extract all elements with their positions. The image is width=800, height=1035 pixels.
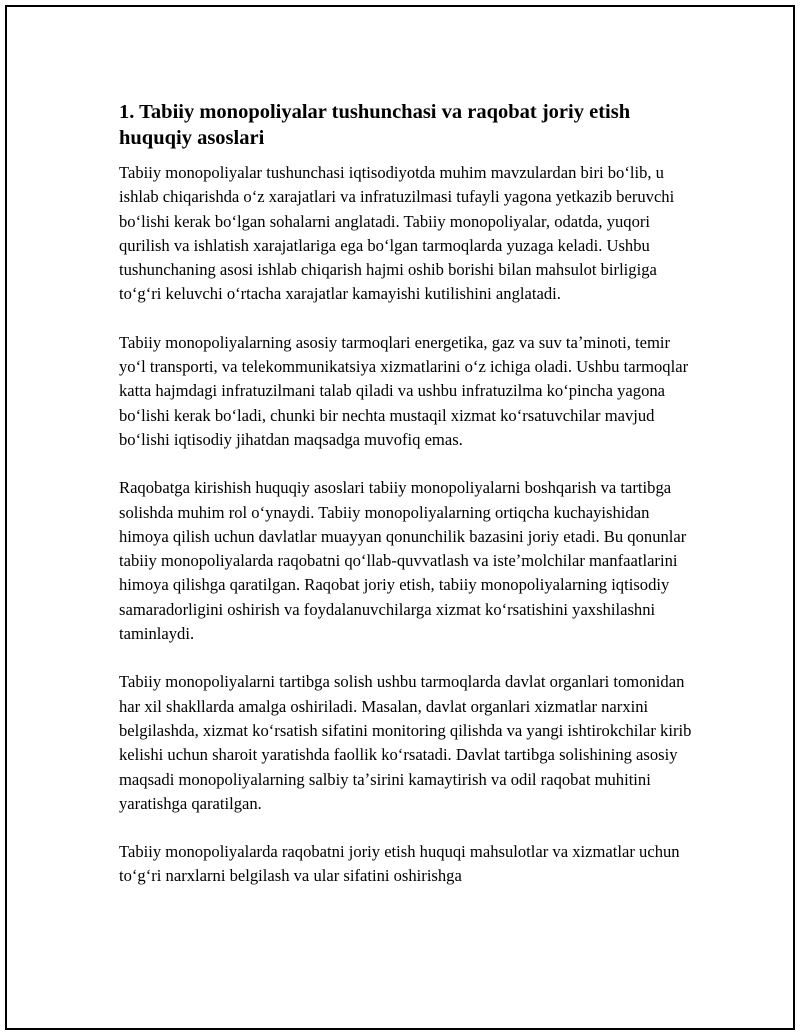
paragraph-2: Tabiiy monopoliyalarning asosiy tarmoqlari energetika, gaz va suv taʼminoti, temir yoʻl transporti, va telekommunikatsiya xizmatlarini oʻz ichiga oladi. Ushbu tarmoqlar katta hajmdagi infratuzilmani talab qiladi va ushbu infratuzilma koʻpincha yagona boʻlishi kerak boʻladi, chunki bir nechta mustaqil xizmat koʻrsatuvchilar mavjud boʻlishi iqtisodiy jihatdan maqsadga muvofiq emas. xyxy=(119,332,689,449)
section-heading: 1. Tabiiy monopoliyalar tushunchasi va raqobat joriy etish huquqiy asoslari xyxy=(119,101,631,149)
paragraph-3: Raqobatga kirishish huquqiy asoslari tabiiy monopoliyalarni boshqarish va tartibga solishda muhim rol oʻynaydi. Tabiiy monopoliyalarning ortiqcha kuchayishidan himoya qilish uchun davlatlar muayyan qonunchilik bazasini joriy etadi. Bu qonunlar tabiiy monopoliyalarda raqobatni qoʻllab-quvvatlash va isteʼmolchilar manfaatlarini himoya qilishga qaratilgan. Raqobat joriy etish, tabiiy monopoliyalarning iqtisodiy samaradorligini oshirish va foydalanuvchilarga xizmat koʻrsatishini yaxshilashni taminlaydi. xyxy=(119,478,687,644)
paragraph-5: Tabiiy monopoliyalarda raqobatni joriy etish huquqi mahsulotlar va xizmatlar uchun toʻgʻri narxlarni belgilash va ular sifatini oshirishga xyxy=(119,842,680,886)
document-body xyxy=(119,99,699,913)
page-frame xyxy=(5,5,795,1030)
paragraph-4: Tabiiy monopoliyalarni tartibga solish ushbu tarmoqlarda davlat organlari tomonidan har xil shakllarda amalga oshiriladi. Masalan, davlat organlari xizmatlar narxini belgilashda, xizmat koʻrsatish sifatini monitoring qilishda va yangi ishtirokchilar kirib kelishi uchun sharoit yaratishda faollik koʻrsatadi. Davlat tartibga solishining asosiy maqsadi monopoliyalarning salbiy taʼsirini kamaytirish va odil raqobat muhitini yaratishga qaratilgan. xyxy=(119,672,692,813)
paragraph-1: Tabiiy monopoliyalar tushunchasi iqtisodiyotda muhim mavzulardan biri boʻlib, u ishlab chiqarishda oʻz xarajatlari va infratuzilmasi tufayli yagona yetkazib beruvchi boʻlishi kerak boʻlgan sohalarni anglatadi. Tabiiy monopoliyalar, odatda, yuqori qurilish va ishlatish xarajatlariga ega boʻlgan tarmoqlarda yuzaga keladi. Ushbu tushunchaning asosi ishlab chiqarish hajmi oshib borishi bilan mahsulot birligiga toʻgʻri keluvchi oʻrtacha xarajatlar kamayishi kutilishini anglatadi. xyxy=(119,163,675,304)
